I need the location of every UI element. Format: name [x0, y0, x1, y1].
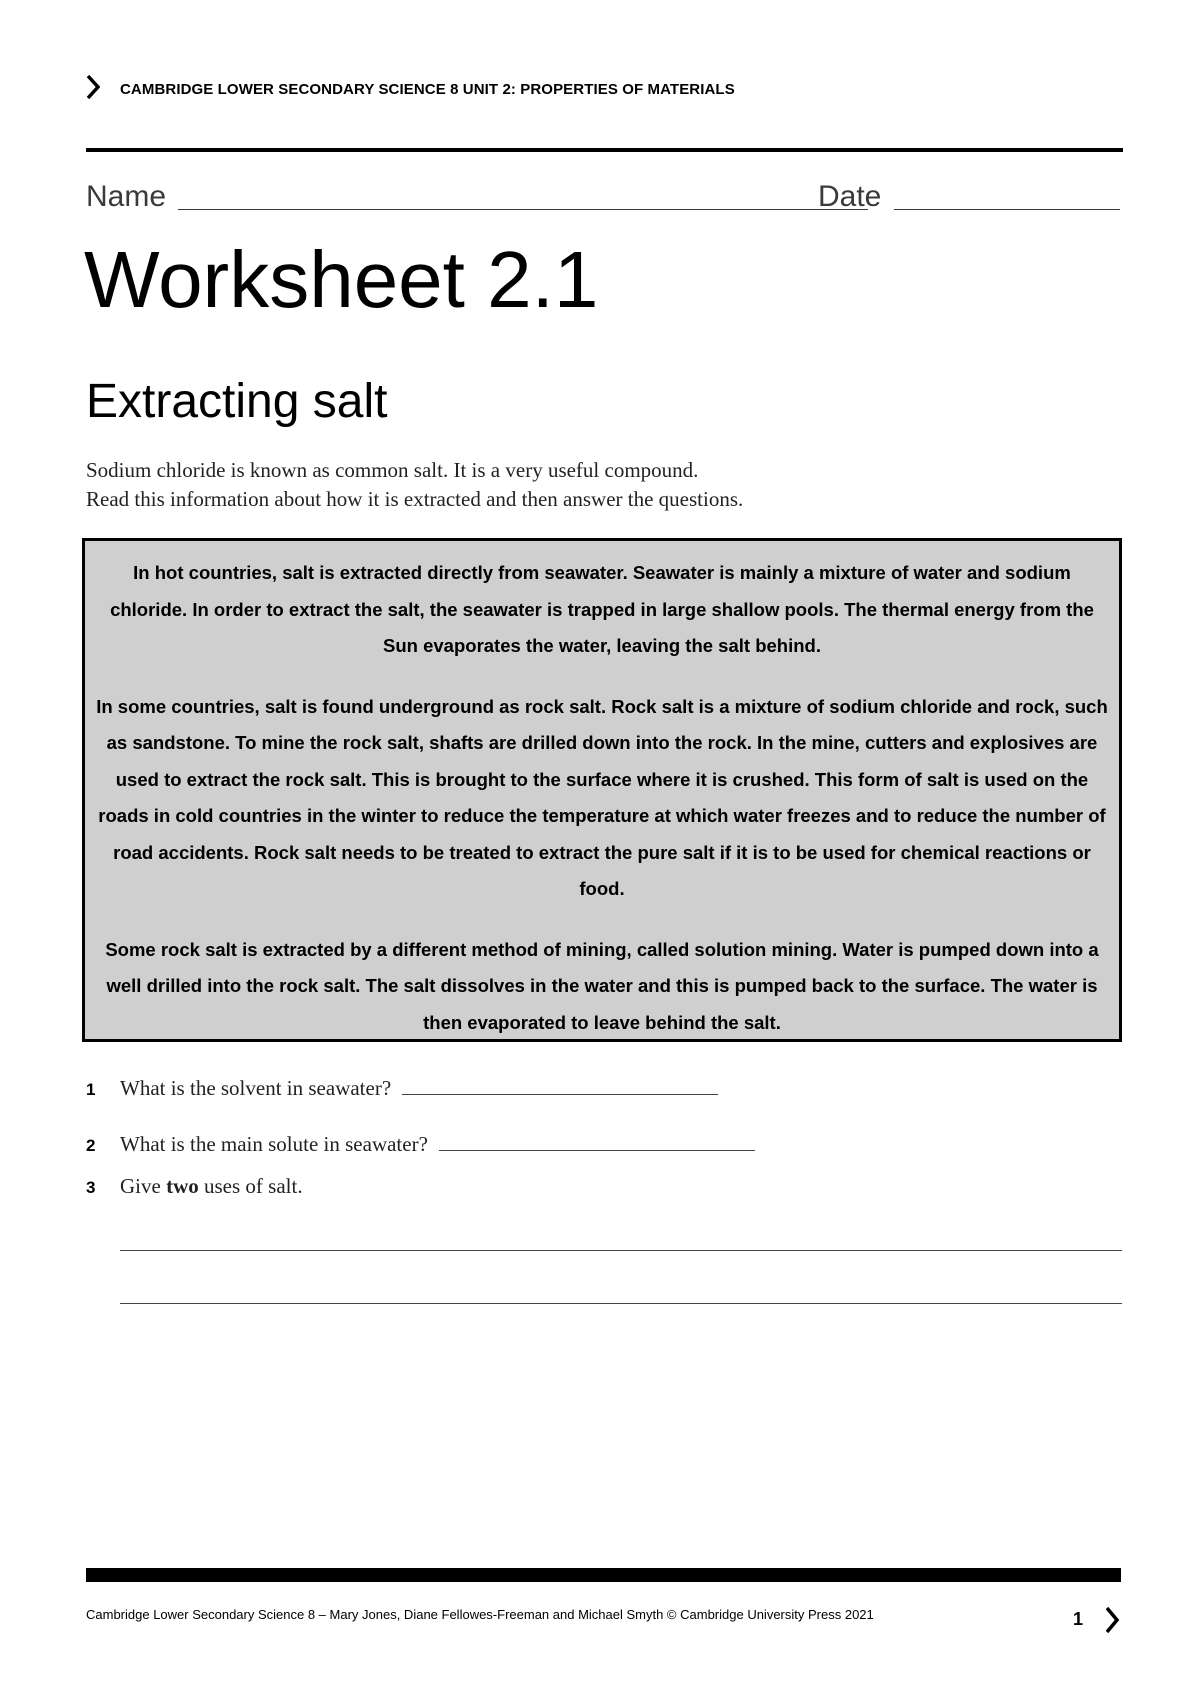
- question-text-after: uses of salt.: [198, 1174, 303, 1198]
- footer-credits: Cambridge Lower Secondary Science 8 – Mary Jones, Diane Fellowes-Freeman and Michael Smyth © Cambridge University Press 2021: [86, 1607, 874, 1622]
- question-3: [86, 1174, 303, 1199]
- date-label: Date: [818, 180, 882, 213]
- info-box: [82, 538, 1122, 1042]
- question-text: What is the main solute in seawater?: [120, 1132, 428, 1156]
- intro-line-1: Sodium chloride is known as common salt. It is a very useful compound.: [86, 458, 699, 482]
- question-number: 2: [86, 1136, 96, 1155]
- question-number: 3: [86, 1178, 96, 1197]
- worksheet-subtitle: Extracting salt: [86, 375, 388, 428]
- worksheet-title: Worksheet 2.1: [84, 235, 599, 324]
- footer-divider: [86, 1568, 1121, 1582]
- chevron-right-icon: [1104, 1606, 1120, 1639]
- chevron-right-icon: [86, 74, 100, 105]
- page-number: 1: [1073, 1609, 1084, 1629]
- question-2: [86, 1132, 755, 1157]
- answer-field-1[interactable]: [402, 1094, 718, 1095]
- date-field[interactable]: [894, 209, 1120, 211]
- question-text-bold: two: [166, 1174, 199, 1198]
- question-number: 1: [86, 1080, 96, 1099]
- question-text: What is the solvent in seawater?: [120, 1076, 392, 1100]
- answer-field-2[interactable]: [439, 1150, 755, 1151]
- page-header: [86, 74, 735, 105]
- info-paragraph-1: In hot countries, salt is extracted directly from seawater. Seawater is mainly a mixture of water and sodium chloride. In order to extract the salt, the seawater is trapped in large shallow pools. The thermal energy from the Sun evaporates the water, leaving the salt behind.: [110, 562, 1094, 656]
- intro-text: [86, 456, 743, 514]
- intro-line-2: Read this information about how it is extracted and then answer the questions.: [86, 487, 744, 511]
- question-text-before: Give: [120, 1174, 167, 1198]
- header-divider: [86, 148, 1123, 152]
- header-title: CAMBRIDGE LOWER SECONDARY SCIENCE 8 UNIT 2: PROPERTIES OF MATERIALS: [120, 81, 735, 98]
- question-1: [86, 1076, 718, 1101]
- info-paragraph-2: In some countries, salt is found underground as rock salt. Rock salt is a mixture of sodium chloride and rock, such as sandstone. To mine the rock salt, shafts are drilled down into the rock. In the mine, cutters and explosives are used to extract the rock salt. This is brought to the surface where it is crushed. This form of salt is used on the roads in cold countries in the winter to reduce the temperature at which water freezes and to reduce the number of road accidents. Rock salt needs to be treated to extract the pure salt if it is to be used for chemical reactions or food.: [96, 695, 1108, 899]
- name-label: Name: [86, 180, 167, 213]
- name-field[interactable]: [178, 209, 868, 211]
- answer-field-3b[interactable]: [120, 1303, 1122, 1304]
- name-date-row: [86, 172, 1123, 222]
- info-paragraph-3: Some rock salt is extracted by a different method of mining, called solution mining. Water is pumped down into a well drilled into the rock salt. The salt dissolves in the water and this is pumped back to the surface. The water is then evaporated to leave behind the salt.: [105, 938, 1099, 1033]
- answer-field-3a[interactable]: [120, 1250, 1122, 1251]
